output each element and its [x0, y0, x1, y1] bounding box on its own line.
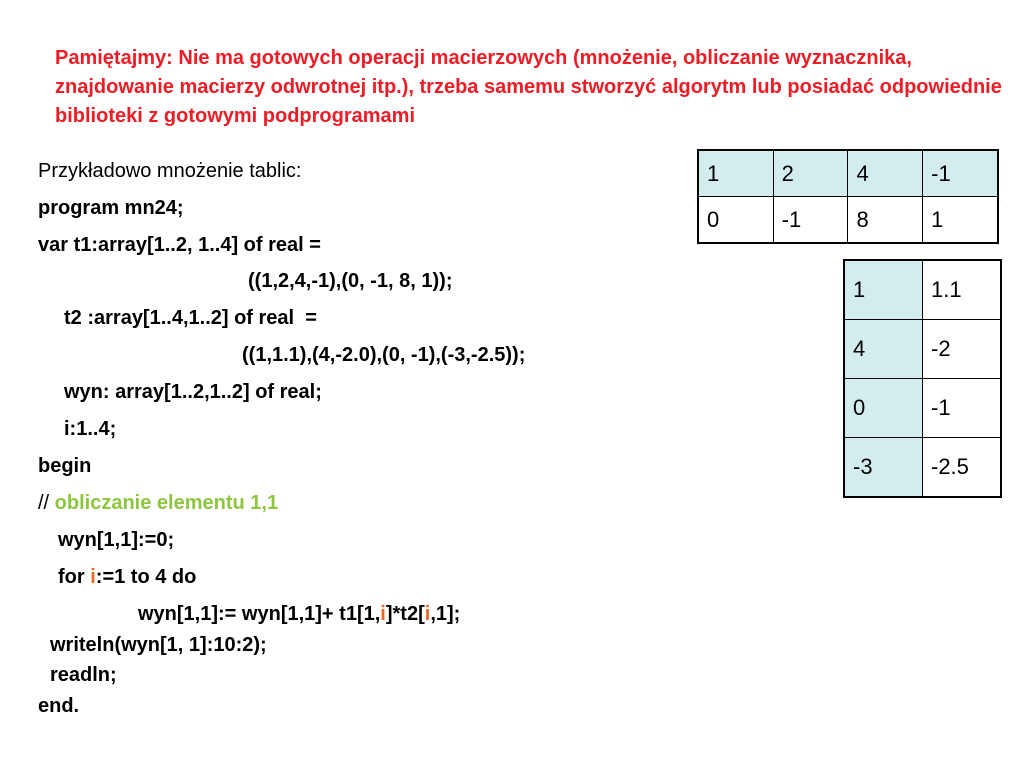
matrix-t2-row: [844, 379, 1001, 438]
assign-index-2: i: [424, 603, 431, 625]
comment-slashes: //: [38, 492, 55, 514]
matrix-t1-row: [698, 197, 998, 244]
for-keyword: for: [58, 566, 91, 588]
matrix-t2-cell: 1: [844, 260, 923, 320]
code-line-readln: readln;: [50, 664, 117, 686]
matrix-t2-cell: 1.1: [923, 260, 1002, 320]
matrix-t1-cell: 0: [698, 197, 773, 244]
matrix-t2-cell: -2.5: [923, 438, 1002, 498]
matrix-t2-table: [843, 259, 1002, 498]
assign-index-1: i: [380, 603, 386, 625]
assign-part-b: ]*t2[: [385, 603, 425, 625]
intro-text: Przykładowo mnożenie tablic:: [38, 160, 302, 182]
code-line-t1-values: ((1,2,4,-1),(0, -1, 8, 1));: [248, 270, 453, 292]
matrix-t2-cell: -2: [923, 320, 1002, 379]
code-line-writeln: writeln(wyn[1, 1]:10:2);: [50, 634, 267, 656]
code-line-comment: [38, 491, 278, 515]
code-line-end: end.: [38, 695, 80, 717]
assign-part-c: ,1];: [430, 603, 461, 625]
matrix-t2-cell: 4: [844, 320, 923, 379]
code-line-var-t1: var t1:array[1..2, 1..4] of real =: [38, 234, 321, 256]
matrix-t2-cell: -1: [923, 379, 1002, 438]
code-line-assign: [138, 602, 460, 626]
comment-text: obliczanie elementu 1,1: [54, 492, 279, 514]
assign-part-a: wyn[1,1]:= wyn[1,1]+ t1[1,: [138, 603, 381, 625]
loop-variable: i: [90, 566, 96, 588]
matrix-t1-cell: 2: [773, 150, 848, 197]
code-line-wyn-decl: wyn: array[1..2,1..2] of real;: [64, 381, 322, 403]
matrix-t2-cell: -3: [844, 438, 923, 498]
code-line-t2-values: ((1,1.1),(4,-2.0),(0, -1),(-3,-2.5));: [242, 344, 526, 366]
matrix-t2-cell: 0: [844, 379, 923, 438]
matrix-t1-cell: 4: [848, 150, 923, 197]
slide-heading: Pamiętajmy: Nie ma gotowych operacji macierzowych (mnożenie, obliczanie wyznacznika, znajdowanie macierzy odwrotnej itp.), trzeba samemu stworzyć algorytm lub posiadać odpowiednie biblioteki z gotowymi podprogramami: [55, 47, 1002, 127]
code-line-t2-decl: t2 :array[1..4,1..2] of real =: [64, 307, 317, 329]
matrix-t1-table: [697, 149, 999, 244]
code-line-begin: begin: [38, 455, 92, 477]
matrix-t1-cell: -1: [923, 150, 998, 197]
for-range: :=1 to 4 do: [95, 566, 197, 588]
matrix-t1-cell: 8: [848, 197, 923, 244]
matrix-t2-row: [844, 438, 1001, 498]
code-line-i-decl: i:1..4;: [64, 418, 117, 440]
code-line-for: [58, 565, 196, 589]
matrix-t1-cell: -1: [773, 197, 848, 244]
matrix-t2-row: [844, 260, 1001, 320]
code-line-program: program mn24;: [38, 197, 184, 219]
matrix-t1-cell: 1: [923, 197, 998, 244]
matrix-t2-row: [844, 320, 1001, 379]
code-line-wyn-init: wyn[1,1]:=0;: [58, 529, 175, 551]
matrix-t1-row: [698, 150, 998, 197]
matrix-t1-cell: 1: [698, 150, 773, 197]
